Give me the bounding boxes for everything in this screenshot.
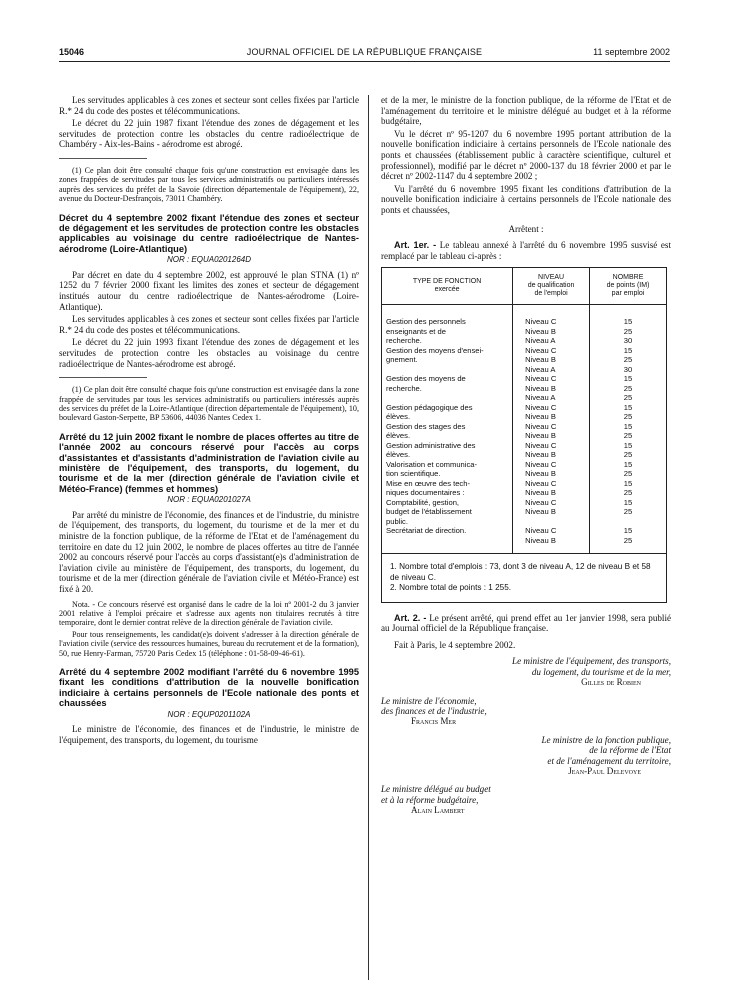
table-cell-points — [594, 517, 662, 527]
paragraph: Par décret en date du 4 septembre 2002, est approuvé le plan STNA (1) nº 1252 du 7 février 2000 fixant les limites des zones et secteur de dégagement institués autour du centre radioélectrique de Nantes-aérodrome (Loire-Atlantique). — [59, 269, 359, 312]
table-cell-fonction: élèves. — [386, 412, 411, 422]
table-cell-fonction: enseignants et de — [386, 326, 446, 336]
table-cell-points: 15 — [623, 526, 633, 536]
table-cell-points: 25 — [623, 326, 633, 336]
table-cell-niveau: Niveau B — [525, 450, 556, 460]
fait-a-paris: Fait à Paris, le 4 septembre 2002. — [394, 639, 516, 650]
table-cell-points: 15 — [623, 459, 633, 469]
table-cell-niveau: Niveau A — [525, 393, 556, 403]
table-cell-niveau: Niveau A — [525, 336, 556, 346]
table-cell-fonction: gnement. — [386, 355, 418, 365]
table-cell-fonction: Mise en œuvre des tech- — [386, 478, 470, 488]
table-cell-points: 15 — [623, 497, 633, 507]
table-cell-niveau: Niveau C — [525, 374, 557, 384]
table-cell-fonction — [386, 536, 508, 546]
page-number: 15046 — [59, 47, 85, 57]
table-cell-fonction: Gestion des moyens de — [386, 374, 466, 384]
footnote: (1) Ce plan doit être consulté chaque fois qu'une construction est envisagée dans la zone frappée de servitudes par tous les services administratifs ou particuliers intéressés auprès des services du préfet de la Loire-Atlantique (direction départementale de l'équipement), 10, boulevard Gaston-Serpette, BP 53606, 44036 Nantes Cedex 1. — [59, 385, 359, 423]
table-cell-niveau: Niveau B — [525, 469, 556, 479]
table-cell-points: 25 — [623, 535, 633, 545]
table-cell-points: 15 — [623, 440, 633, 450]
table-cell-fonction: public. — [386, 516, 408, 526]
signature-equipement: Le ministre de l'équipement, des transports, du logement, du tourisme et de la mer, Gilles de Robien — [512, 656, 671, 688]
table-cell-points: 15 — [623, 402, 633, 412]
table-cell-niveau: Niveau C — [525, 317, 557, 327]
issue-date: 11 septembre 2002 — [593, 47, 670, 57]
table-cell-points: 25 — [623, 488, 633, 498]
table-cell-niveau: Niveau B — [525, 326, 556, 336]
table-cell-points: 25 — [623, 507, 633, 517]
table-cell-fonction — [386, 393, 508, 403]
table-cell-points: 25 — [623, 431, 633, 441]
nota: Nota. - Ce concours réservé est organisé dans le cadre de la loi nº 2001-2 du 3 janvier 2001 relative à l'emploi précaire et s'adresse aux agents non titulaires recrutés à titre temporaire, dont le dernier contrat relève de la direction générale de l'aviation civile. — [59, 599, 359, 628]
paragraph: Vu l'arrêté du 6 novembre 1995 fixant les conditions d'attribution de la nouvelle bonification indiciaire à certains personnels de l'Ecole nationale des ponts et chaussées, — [381, 183, 671, 215]
table-cell-points: 30 — [623, 336, 633, 346]
decree-title: Décret du 4 septembre 2002 fixant l'étendue des zones et secteur de dégagement et les servitudes de protection contre les obstacles applicables au voisinage du centre radioélectrique de Nantes-aérodrome (Loire-Atlantique) — [59, 212, 359, 254]
table-cell-points: 25 — [623, 450, 633, 460]
table-cell-points: 15 — [623, 374, 633, 384]
points-column — [590, 305, 667, 554]
nbi-table — [381, 267, 667, 554]
paragraph: Par arrêté du ministre de l'économie, des finances et de l'industrie, du ministre de l'équipement, des transports, du logement, du tourisme et de la mer et du ministre de la fonction publique, de la réforme de l'Etat et de l'aménagement du territoire en date du 12 juin 2002, le nombre de places offertes au titre de l'année 2002 au concours réservé pour l'accès au corps d'assistant(e)s d'administration de l'aviation civile au ministère de l'équipement, des transports, du logement, du tourisme et de la mer (direction générale de l'aviation civile et Météo-France) est fixé à 20. — [59, 509, 359, 594]
col-header-niveau: NIVEAU de qualification de l'emploi — [513, 268, 590, 305]
article-2: Art. 2. - Le présent arrêté, qui prend effet au 1er janvier 1998, sera publié au Journal officiel de la République française. — [381, 612, 672, 634]
table-body — [382, 305, 667, 554]
table-cell-niveau: Niveau A — [525, 364, 556, 374]
table-cell-niveau: Niveau B — [525, 488, 556, 498]
arretent: Arrêtent : — [508, 223, 544, 234]
table-cell-fonction: élèves. — [386, 431, 411, 441]
table-cell-points: 25 — [623, 393, 633, 403]
table-cell-points: 25 — [623, 412, 633, 422]
article-1: Art. 1er. - Le tableau annexé à l'arrêté du 6 novembre 1995 susvisé est remplacé par le tableau ci-après : — [381, 240, 671, 261]
niveau-column — [513, 305, 590, 554]
table-cell-niveau: Niveau B — [525, 355, 556, 365]
paragraph: Les servitudes applicables à ces zones et secteur sont celles fixées par l'article R.* 24 du code des postes et télécommunications. — [59, 314, 359, 335]
col-header-fonction: TYPE DE FONCTION exercée — [382, 268, 513, 305]
table-cell-niveau: Niveau B — [525, 431, 556, 441]
table-cell-fonction: recherche. — [386, 383, 422, 393]
table-cell-points: 15 — [623, 345, 633, 355]
table-cell-niveau: Niveau B — [525, 383, 556, 393]
nor-reference: NOR : EQUA0201027A — [167, 495, 251, 505]
journal-title: JOURNAL OFFICIEL DE LA RÉPUBLIQUE FRANÇAISE — [246, 47, 483, 57]
table-cell-fonction: Comptabilité, gestion, — [386, 497, 460, 507]
table-cell-fonction: tion scientifique. — [386, 469, 441, 479]
table-totals — [381, 554, 667, 602]
table-cell-fonction: Gestion pédagogique des — [386, 402, 473, 412]
total-emplois: 1. Nombre total d'emplois : 73, dont 3 de niveau A, 12 de niveau B et 58 de niveau C. — [390, 562, 651, 582]
table-cell-niveau: Niveau C — [525, 440, 557, 450]
header-rule — [59, 61, 670, 62]
table-cell-fonction: Gestion des moyens d'ensei- — [386, 345, 484, 355]
nor-reference: NOR : EQUP0201102A — [167, 709, 251, 719]
table-cell-points: 30 — [623, 364, 633, 374]
footnote-separator — [59, 377, 147, 378]
paragraph: Les servitudes applicables à ces zones et secteur sont celles fixées par l'article R.* 24 du code des postes et télécommunications. — [59, 95, 359, 116]
column-divider — [368, 95, 369, 980]
signature-fonction-publique: Le ministre de la fonction publique, de la réforme de l'Etat et de l'aménagement du territoire, Jean-Paul Delevoye — [541, 734, 671, 776]
table-cell-fonction: Gestion administrative des — [386, 440, 476, 450]
footnote: (1) Ce plan doit être consulté chaque fois qu'une construction est envisagée dans les zones frappées de servitudes par tous les services administratifs ou particuliers intéressés auprès des services du préfet de la Savoie (direction départementale de l'équipement), 22, avenue du Docteur-Desfrançois, 73011 Chambéry. — [59, 165, 359, 204]
right-column — [381, 95, 671, 816]
footnote-separator — [59, 158, 147, 159]
fonction-column — [382, 305, 513, 554]
paragraph: Le ministre de l'économie, des finances et de l'industrie, le ministre de l'équipement, des transports, du logement, du tourisme — [59, 724, 359, 745]
table-cell-fonction: budget de l'établissement — [386, 507, 472, 517]
paragraph: Le décret du 22 juin 1993 fixant l'étendue des zones de dégagement et les servitudes de protection contre les obstacles au voisinage du centre radioélectrique de Nantes-aérodrome est abrogé. — [59, 337, 359, 369]
paragraph: Vu le décret nº 95-1207 du 6 novembre 1995 portant attribution de la nouvelle bonification indiciaire à certains personnels de l'Ecole nationale des ponts et chaussées (établissement public à caractère scientifique, culturel et professionnel), modifié par le décret nº 2000-137 du 18 février 2000 et par le décret nº 2002-1147 du 4 septembre 2002 ; — [381, 128, 671, 182]
table-cell-fonction — [386, 365, 508, 375]
paragraph: et de la mer, le ministre de la fonction publique, de la réforme de l'Etat et de l'aménagement du territoire et le ministre délégué au budget et à la réforme budgétaire, — [381, 95, 671, 127]
table-cell-niveau: Niveau B — [525, 535, 556, 545]
table-cell-niveau: Niveau C — [525, 497, 557, 507]
table-cell-niveau: Niveau C — [525, 402, 557, 412]
order-title: Arrêté du 12 juin 2002 fixant le nombre de places offertes au titre de l'année 2002 au concours réservé pour l'accès au corps d'assistantes et d'assistants d'administration de l'aviation civile au ministère de l'équipement, des transports, du logement, du tourisme et de la mer (direction générale de l'aviation civile et Météo-France) (femmes et hommes) — [59, 431, 359, 494]
table-cell-niveau: Niveau C — [525, 421, 557, 431]
table-cell-fonction: niques documentaires : — [386, 488, 465, 498]
table-cell-niveau: Niveau C — [525, 478, 557, 488]
signature-economie: Le ministre de l'économie, des finances et de l'industrie, Francis Mer — [381, 695, 487, 727]
table-cell-points: 25 — [623, 383, 633, 393]
paragraph: Le décret du 22 juin 1987 fixant l'étendue des zones de dégagement et les servitudes de protection contre les obstacles du centre radioélectrique de Chambéry - Aix-les-Bains - aérodrome est abrogé. — [59, 118, 359, 150]
page-header — [59, 47, 670, 61]
col-header-nombre: NOMBRE de points (IM) par emploi — [590, 268, 667, 305]
table-cell-fonction: recherche. — [386, 336, 422, 346]
total-points: 2. Nombre total de points : 1 255. — [390, 583, 512, 593]
order-title: Arrêté du 4 septembre 2002 modifiant l'arrêté du 6 novembre 1995 fixant les conditions d'attribution de la nouvelle bonification indiciaire à certains personnels de l'Ecole nationale des ponts et chaussées — [59, 667, 359, 709]
signature-budget: Le ministre délégué au budget et à la réforme budgétaire, Alain Lambert — [381, 784, 491, 816]
table-cell-fonction: Secrétariat de direction. — [386, 526, 467, 536]
table-cell-fonction: Gestion des stages des — [386, 421, 466, 431]
table-cell-niveau — [525, 517, 585, 527]
table-cell-fonction: Gestion des personnels — [386, 317, 466, 327]
table-cell-niveau: Niveau C — [525, 459, 557, 469]
table-cell-points: 15 — [623, 478, 633, 488]
nor-reference: NOR : EQUA0201264D — [166, 255, 252, 265]
table-cell-niveau: Niveau C — [525, 526, 557, 536]
table-cell-niveau: Niveau B — [525, 507, 556, 517]
table-cell-niveau: Niveau C — [525, 345, 557, 355]
table-cell-points: 15 — [623, 317, 633, 327]
table-cell-fonction: Valorisation et communica- — [386, 459, 478, 469]
table-cell-points: 25 — [623, 355, 633, 365]
table-cell-points: 25 — [623, 469, 633, 479]
table-cell-niveau: Niveau B — [525, 412, 556, 422]
table-cell-fonction: élèves. — [386, 450, 411, 460]
left-column — [59, 95, 359, 747]
info-note: Pour tous renseignements, les candidat(e)s doivent s'adresser à la direction générale de l'aviation civile (service des ressources humaines, bureau du recrutement et de la formation), 50, rue Henry-Farman, 75720 Paris Cedex 15 (téléphone : 01-58-09-46-61). — [59, 629, 359, 658]
table-cell-points: 15 — [623, 421, 633, 431]
